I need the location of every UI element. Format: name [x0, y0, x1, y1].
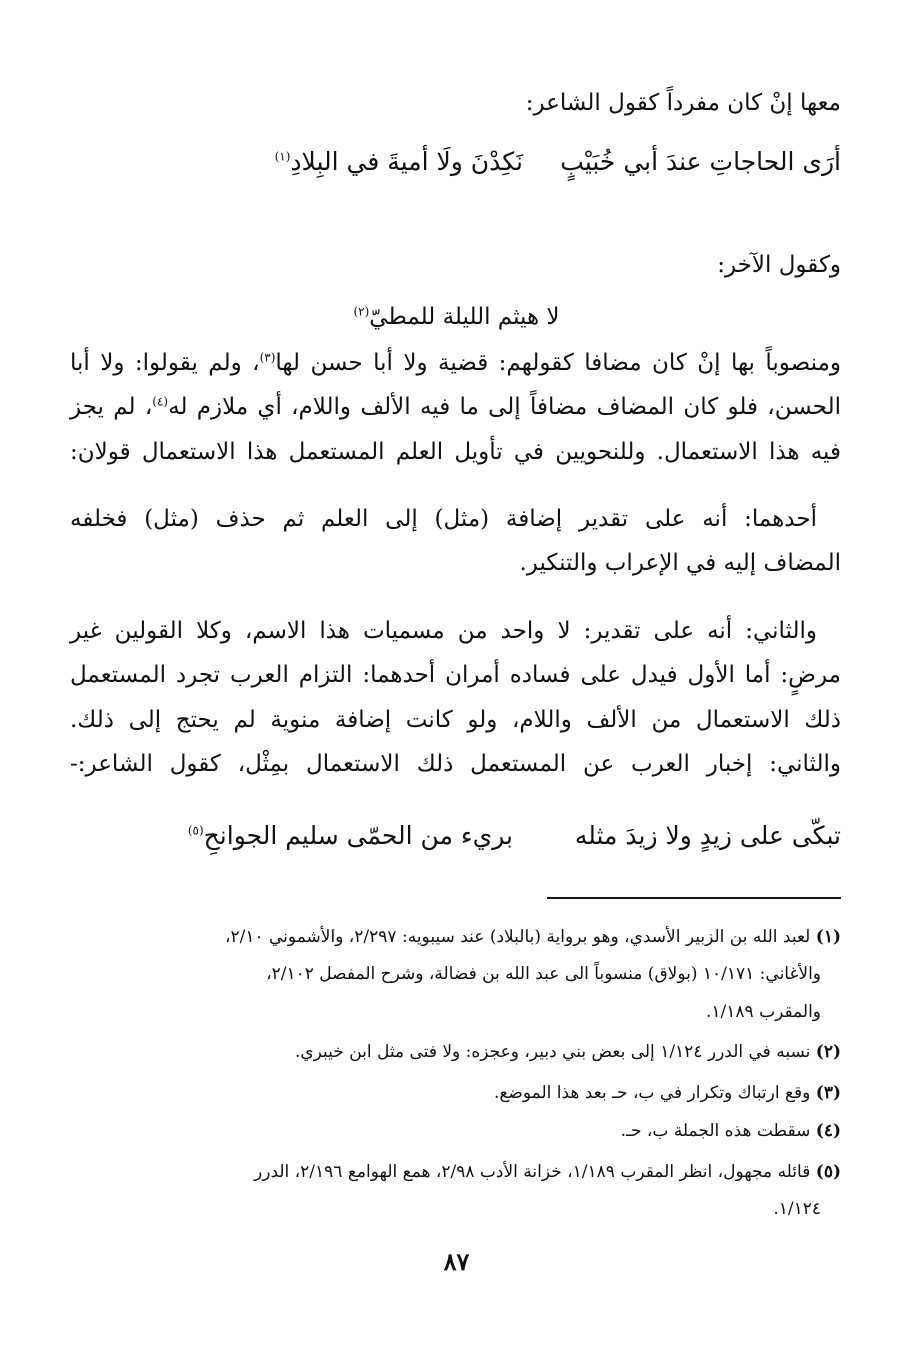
verse-1-first-hemistich: أرَى الحاجاتِ عندَ أبي خُبَيْبٍ — [560, 147, 841, 176]
footnote-ref-4: (٤) — [152, 394, 169, 409]
footnote-3-number: (٣) — [815, 1083, 841, 1103]
footnote-3 — [494, 1081, 841, 1105]
paragraph-3-line-1: والثاني: أنه على تقدير: لا واحد من مسميات هذا الاسم، وكلا القولين غير — [70, 618, 817, 644]
half-verse-text: لا هيثم الليلة للمطيّ — [369, 304, 560, 330]
verse-2-second-hemistich-text: بريء من الحمّى سليم الجوانحِ — [203, 821, 513, 850]
footnote-1-line-2: والأغاني: ١٠/١٧١ (بولاق) منسوباً الى عبد الله بن فضالة، وشرح المفصل ٢/١٠٢، — [266, 964, 821, 984]
body-line-other-poet: وكقول الآخر: — [717, 252, 841, 278]
footnote-1-number: (١) — [815, 927, 841, 947]
paragraph-1-line-2 — [70, 392, 841, 422]
footnote-4-text: سقطت هذه الجملة ب، حـ. — [620, 1121, 811, 1141]
verse-2-first-hemistich: تبكّى على زيدٍ ولا زيدَ مثله — [574, 821, 841, 850]
footnote-2-number: (٢) — [815, 1042, 841, 1062]
footnote-5-line-1 — [254, 1160, 841, 1184]
footnote-ref-1: (١) — [274, 149, 291, 164]
paragraph-2-line-2: المضاف إليه في الإعراب والتنكير. — [519, 550, 841, 576]
paragraph-3-line-4: والثاني: إخبار العرب عن المستعمل ذلك الاستعمال بمِثْل، كقول الشاعر:- — [70, 751, 841, 777]
footnote-ref-2: (٢) — [353, 304, 370, 319]
paragraph-1-line-2-part-b: ، لم يجز — [70, 394, 153, 420]
page-number: ٨٧ — [443, 1247, 470, 1276]
paragraph-1-line-2-part-a: الحسن، فلو كان المضاف مضافاً إلى ما فيه الألف واللام، أي ملازم له — [168, 394, 841, 420]
verse-2-second-hemistich — [188, 820, 513, 852]
footnote-4-number: (٤) — [815, 1121, 841, 1141]
paragraph-2-line-1: أحدهما: أنه على تقدير إضافة (مثل) إلى العلم ثم حذف (مثل) فخلفه — [70, 506, 817, 532]
paragraph-1-line-1-part-a: ومنصوباً بها إنْ كان مضافا كقولهم: قضية ولا أبا حسن لها — [275, 350, 841, 376]
paragraph-1-line-1 — [70, 348, 841, 378]
verse-1-second-hemistich-text: نَكِدْنَ ولَا أميةَ في البِلادِ — [290, 147, 523, 176]
footnote-1-text-1: لعبد الله بن الزبير الأسدي، وهو برواية (بالبلاد) عند سيبويه: ٢/٢٩٧، والأشموني ٢/١٠، — [224, 927, 811, 947]
footnote-ref-3: (٣) — [259, 350, 276, 365]
paragraph-1-line-1-part-b: ، ولم يقولوا: ولا أبا — [70, 350, 260, 376]
footnote-separator — [547, 897, 841, 899]
footnote-2 — [295, 1040, 841, 1064]
footnote-5-text-1: قائله مجهول، انظر المقرب ١/١٨٩، خزانة الأدب ٢/٩٨، همع الهوامع ٢/١٩٦، الدرر — [254, 1162, 811, 1182]
footnote-3-text: وقع ارتباك وتكرار في ب، حـ بعد هذا الموضع. — [493, 1083, 811, 1103]
verse-1-second-hemistich — [275, 146, 523, 178]
footnote-1-line-3: والمقرب ١/١٨٩. — [706, 1002, 821, 1022]
paragraph-3-line-2: مرضٍ: أما الأول فيدل على فساده أمران أحدهما: التزام العرب تجرد المستعمل — [70, 662, 841, 688]
footnote-1-line-1 — [225, 925, 841, 949]
half-verse — [0, 302, 913, 332]
footnote-ref-5: (٥) — [187, 823, 204, 838]
paragraph-3-line-3: ذلك الاستعمال من الألف واللام، ولو كانت إضافة منوية لم يحتج إلى ذلك. — [70, 707, 841, 733]
footnote-2-text: نسبه في الدرر ١/١٢٤ إلى بعض بني دبير، وعجزه: ولا فتى مثل ابن خيبري. — [294, 1042, 811, 1062]
body-line-intro: معها إنْ كان مفرداً كقول الشاعر: — [525, 90, 841, 116]
footnote-4 — [621, 1119, 841, 1143]
footnote-5-line-2: ١/١٢٤. — [773, 1199, 821, 1219]
footnote-5-number: (٥) — [815, 1162, 841, 1182]
paragraph-1-line-3: فيه هذا الاستعمال. وللنحويين في تأويل العلم المستعمل هذا الاستعمال قولان: — [70, 439, 841, 465]
